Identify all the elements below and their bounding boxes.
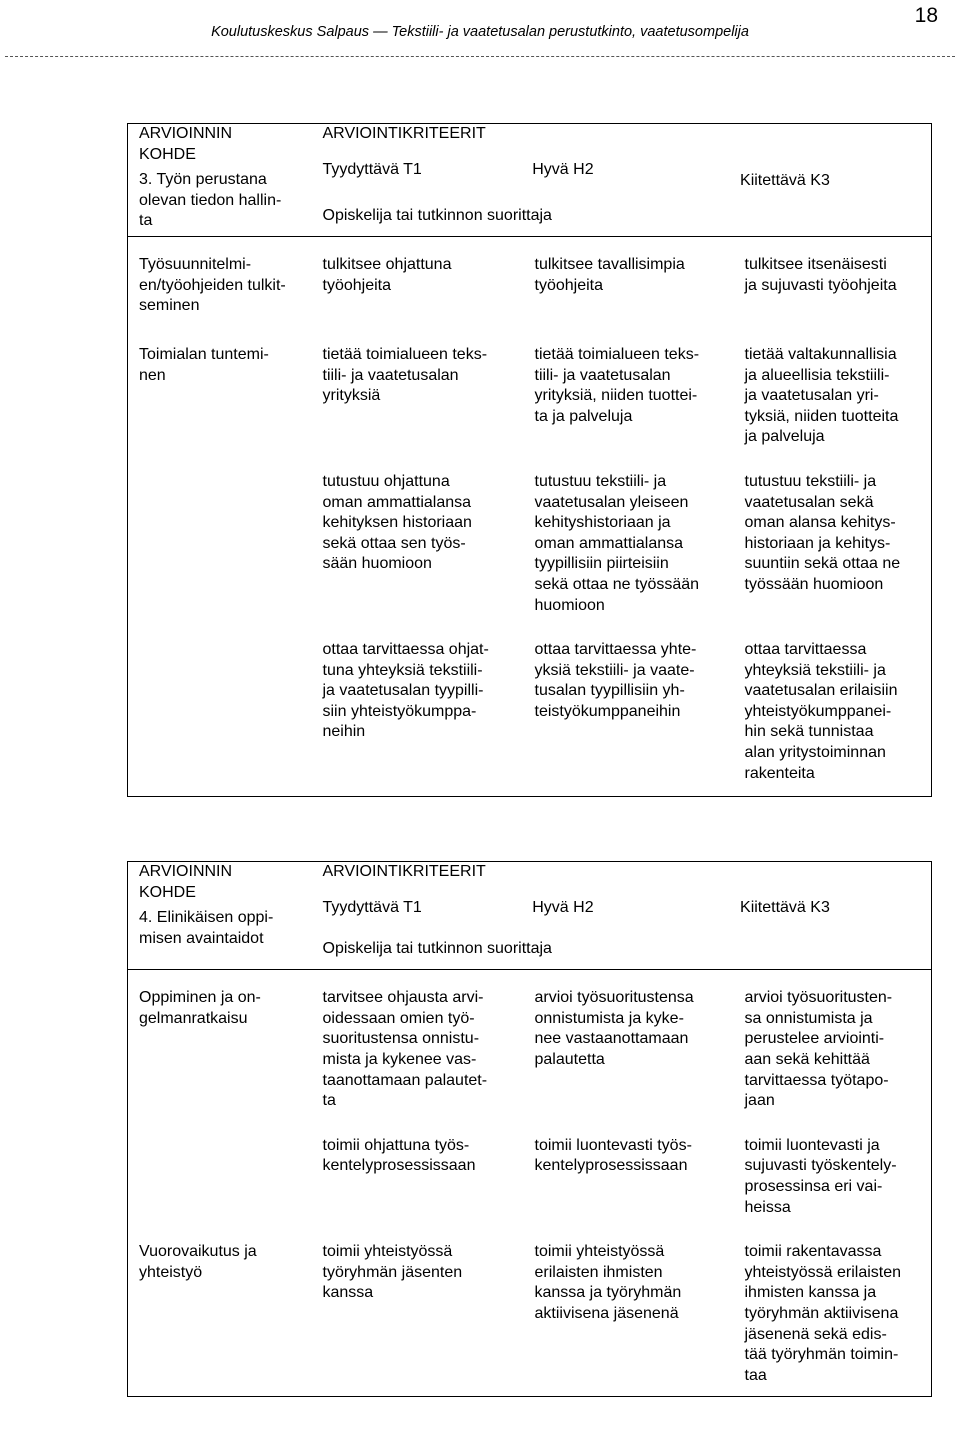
target-cell: Toimialan tuntemi- nen <box>139 345 269 384</box>
h2-cell: toimii yhteistyössä erilaisten ihmisten kanssa ja työryhmän aktiivisena jäsenenä <box>534 1243 682 1322</box>
target-cell <box>128 616 323 797</box>
criteria-table-4 <box>127 861 932 1397</box>
criteria-label: ARVIOINTIKRITEERIT <box>322 125 486 142</box>
page-number: 18 <box>914 4 938 27</box>
k3-cell: ottaa tarvittaessa yhteyksiä tekstiili- ja vaatetusalan erilaisiin yhteistyökumppanei- hin sekä tunnistaa alan yritystoiminnan rakenteita <box>744 641 898 782</box>
target-cell: Oppiminen ja on- gelmanratkaisu <box>128 970 323 1112</box>
k3-cell: arvioi työsuoritusten- sa onnistumista ja perustelee arviointi- aan sekä kehittää tarvittaessa työtapo- jaan <box>745 970 932 1112</box>
table-row <box>128 616 932 797</box>
table-row <box>128 970 932 1112</box>
table-row <box>128 1112 932 1218</box>
table-row <box>128 237 932 333</box>
h2-cell: tietää toimialueen teks- tiili- ja vaatetusalan yrityksiä, niiden tuottei- ta ja palveluja <box>534 345 700 425</box>
t1-cell: tarvitsee ohjausta arvi- oidessaan omien työ- suoritustensa onnistu- mista ja kykenee vas- taanottamaan palautet- ta <box>323 970 535 1112</box>
grade-k3-label: Kiitettävä K3 <box>740 171 830 189</box>
kohde-label: ARVIOINNIN KOHDE <box>139 863 233 901</box>
table-row <box>128 448 932 616</box>
criteria-table-3 <box>127 123 932 797</box>
k3-cell: tietää valtakunnallisia ja alueellisia tekstiili- ja vaatetusalan yri- tyksiä, niiden tuotteita ja palveluja <box>744 345 899 446</box>
performer-label: Opiskelija tai tutkinnon suorittaja <box>322 939 552 957</box>
h2-cell: tutustuu tekstiili- ja vaatetusalan yleiseen kehityshistoriaan ja oman ammattialansa tyypillisiin piirteisiin sekä ottaa ne työssään huomioon <box>534 472 700 614</box>
table-header-row <box>128 862 932 970</box>
t1-cell: tietää toimialueen teks- tiili- ja vaatetusalan yrityksiä <box>322 345 488 405</box>
grade-t1-label: Tyydyttävä T1 <box>322 898 422 916</box>
kohde-label: ARVIOINNIN KOHDE <box>139 125 233 163</box>
t1-cell: toimii ohjattuna työs- kentelyprosessissaan <box>322 1136 476 1175</box>
criteria-label: ARVIOINTIKRITEERIT <box>322 863 486 880</box>
target-cell <box>128 1112 323 1218</box>
table-row <box>128 333 932 448</box>
target-cell <box>128 448 323 616</box>
kohde-title: 4. Elinikäisen oppi- misen avaintaidot <box>139 909 274 947</box>
grade-h2-label: Hyvä H2 <box>532 898 594 916</box>
t1-cell: tulkitsee ohjattuna työohjeita <box>323 237 535 333</box>
h2-cell: tulkitsee tavallisimpia työohjeita <box>535 237 745 333</box>
k3-cell: toimii rakentavassa yhteistyössä erilaisten ihmisten kanssa ja työryhmän aktiivisena jäsenenä sekä edis- tää työryhmän toimin- taa <box>744 1243 902 1384</box>
h2-cell: ottaa tarvittaessa yhte- yksiä tekstiili- ja vaate- tusalan tyypillisiin yh- teistyökumppaneihin <box>534 641 697 720</box>
table-row <box>128 1218 932 1397</box>
k3-cell: tutustuu tekstiili- ja vaatetusalan sekä oman alansa kehitys- historiaan ja kehitys- suuntiin sekä ottaa ne työssään huomioon <box>744 472 901 593</box>
running-header: Koulutuskeskus Salpaus — Tekstiili- ja vaatetusalan perustutkinto, vaatetusompelija <box>211 24 749 40</box>
grade-t1-label: Tyydyttävä T1 <box>322 160 422 178</box>
header-rule <box>5 56 955 57</box>
t1-cell: tutustuu ohjattuna oman ammattialansa kehityksen historiaan sekä ottaa sen työs- sään huomioon <box>322 472 472 573</box>
target-cell: Työsuunnitelmi- en/työohjeiden tulkit- seminen <box>128 237 323 333</box>
k3-cell: toimii luontevasti ja sujuvasti työskentely- prosessinsa eri vai- heissa <box>744 1136 897 1216</box>
kohde-title: 3. Työn perustana olevan tiedon hallin- ta <box>139 171 282 230</box>
t1-cell: toimii yhteistyössä työryhmän jäsenten kanssa <box>322 1243 463 1302</box>
k3-cell: tulkitsee itsenäisesti ja sujuvasti työohjeita <box>745 237 932 333</box>
t1-cell: ottaa tarvittaessa ohjat- tuna yhteyksiä tekstiili- ja vaatetusalan tyypilli- siin yhteistyökumppa- neihin <box>322 641 489 741</box>
h2-cell: toimii luontevasti työs- kentelyprosessissaan <box>534 1136 692 1175</box>
grade-k3-label: Kiitettävä K3 <box>740 898 830 916</box>
performer-label: Opiskelija tai tutkinnon suorittaja <box>322 206 552 224</box>
h2-cell: arvioi työsuoritustensa onnistumista ja kyke- nee vastaanottamaan palautetta <box>535 970 745 1112</box>
table-header-row <box>128 124 932 237</box>
target-cell: Vuorovaikutus ja yhteistyö <box>139 1243 257 1281</box>
grade-h2-label: Hyvä H2 <box>532 160 594 178</box>
